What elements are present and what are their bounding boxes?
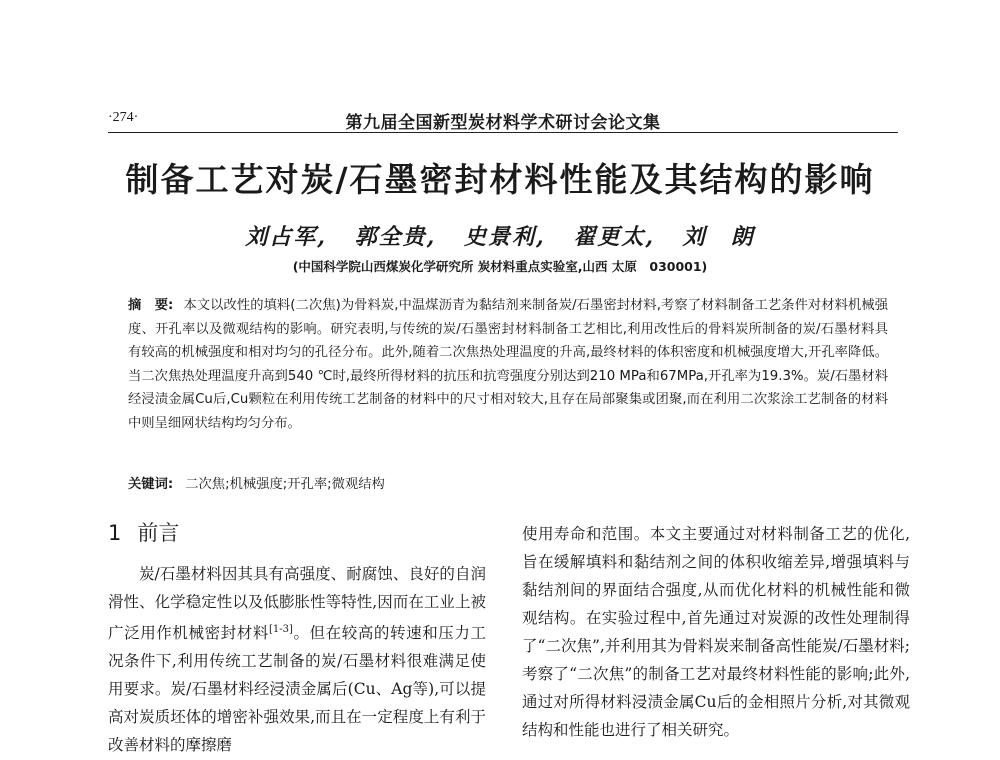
body-paragraph: 使用寿命和范围。本文主要通过对材料制备工艺的优化,旨在缓解填料和黏结剂之间的体积收缩差异,增强填料与黏结剂间的界面结合强度,从而优化材料的机械性能和微观结构。在实验过程中,首先通过对炭源的改性处理制得了“二次焦”,并利用其为骨料炭来制备高性能炭/石墨材料;考察了“二次焦”的制备工艺对最终材料性能的影响;此外,通过对所得材料浸渍金属Cu后的金相照片分析,对其微观结构和性能也进行了相关研究。 (522, 525, 910, 739)
right-column (522, 520, 910, 744)
author-name: 郭全贵, (354, 224, 437, 250)
left-column (108, 518, 486, 759)
body-paragraph (108, 560, 486, 759)
author-name: 翟更太, (573, 224, 655, 250)
author-name: 刘占军, (245, 224, 327, 250)
section-number: 1 (108, 521, 122, 545)
abstract-text: 本文以改性的填料(二次焦)为骨料炭,中温煤沥青为黏结剂来制备炭/石墨密封材料,考察了材料制备工艺条件对材料机械强度、开孔率以及微观结构的影响。研究表明,与传统的炭/石墨密封材料制备工艺相比,利用改性后的骨料炭所制备的炭/石墨材料具有较高的机械强度和相对均匀的孔径分布。此外,随着二次焦热处理温度的升高,最终材料的体积密度和机械强度增大,开孔率降低。当二次焦热处理温度升高到540 ℃时,最终所得材料的抗压和抗弯强度分别达到210 MPa和67MPa,开孔率为19.3%。炭/石墨材料经浸渍金属Cu后,Cu颗粒在利用传统工艺制备的材料中的尺寸相对较大,且存在局部聚集或团聚,而在利用二次浆涂工艺制备的材料中则呈细网状结构均匀分布。 (128, 298, 888, 431)
affiliation: (中国科学院山西煤炭化学研究所 炭材料重点实验室,山西 太原 030001) (292, 259, 708, 274)
journal-title: 第九届全国新型炭材料学术研讨会论文集 (345, 113, 661, 133)
section-title: 前言 (137, 521, 180, 545)
keywords (128, 473, 888, 496)
keywords-label: 关键词: (128, 477, 174, 492)
author-name: 史景利, (463, 224, 546, 250)
author-name: 刘 朗 (682, 224, 755, 250)
citation: [1-3] (268, 624, 293, 635)
body-text: 炭/石墨材料因其具有高强度、耐腐蚀、良好的自润滑性、化学稳定性以及低膨胀性等特性,因而在工业上被广泛用作机械密封材料 (108, 565, 486, 643)
page-number: ·274· (108, 110, 139, 125)
body-text: 。但在较高的转速和压力工况条件下,利用传统工艺制备的炭/石墨材料很难满足使用要求。炭/石墨材料经浸渍金属后(Cu、Ag等),可以提高对炭质坯体的增密补强效果,而且在一定程度上有利于改善材料的摩擦磨 (108, 624, 486, 755)
abstract (128, 294, 888, 436)
paper-title: 制备工艺对炭/石墨密封材料性能及其结构的影响 (125, 160, 875, 199)
keywords-text: 二次焦;机械强度;开孔率;微观结构 (185, 477, 385, 492)
author-list (0, 220, 1000, 251)
abstract-label: 摘 要: (128, 298, 174, 313)
running-header (108, 108, 898, 133)
section-heading (108, 518, 486, 548)
